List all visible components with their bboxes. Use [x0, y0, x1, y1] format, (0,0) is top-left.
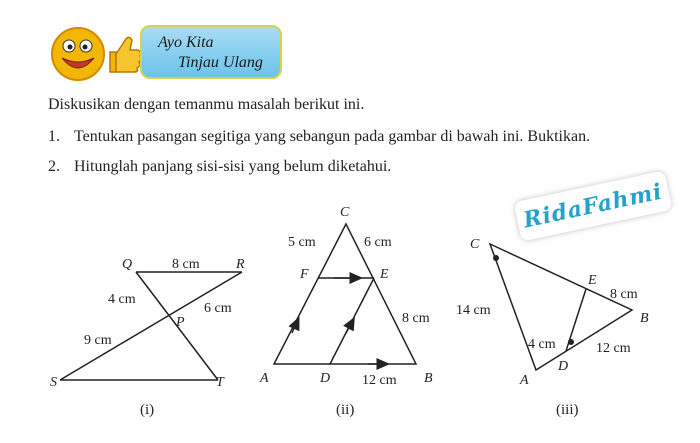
figure-i: [60, 272, 242, 380]
length-qp: 4 cm: [108, 292, 136, 307]
badge-line-2: Tinjau Ulang: [178, 54, 263, 71]
length-eb: 8 cm: [402, 311, 430, 326]
angle-mark-d: [568, 339, 574, 345]
length-ce: 6 cm: [364, 235, 392, 250]
angle-mark-c: [493, 255, 499, 261]
point-label-b: B: [640, 311, 649, 326]
point-label-a: A: [260, 371, 269, 386]
figure-ii-labels: [259, 205, 433, 418]
length-qr: 8 cm: [172, 257, 200, 272]
figure-iii-marks: [493, 255, 574, 345]
task-number: 2.: [48, 158, 60, 175]
point-label-f: F: [300, 267, 309, 282]
caption-ii: (ii): [336, 402, 355, 418]
intro-text: Diskusikan dengan temanmu masalah berikut ini.: [48, 96, 365, 113]
point-label-p: P: [176, 315, 185, 330]
point-label-d: D: [320, 371, 331, 386]
point-label-d: D: [558, 359, 569, 374]
task-number: 1.: [48, 128, 60, 145]
length-db: 12 cm: [362, 373, 397, 388]
point-label-b: B: [424, 371, 433, 386]
point-label-c: C: [470, 237, 480, 252]
point-label-e: E: [380, 267, 389, 282]
figure-iii-labels: [456, 237, 649, 418]
point-label-c: C: [340, 205, 350, 220]
segment-ed: [330, 278, 374, 364]
task-text: Tentukan pasangan segitiga yang sebangun pada gambar di bawah ini. Buktikan.: [74, 128, 591, 145]
length-eb: 8 cm: [610, 287, 638, 302]
caption-i: (i): [140, 402, 155, 418]
watermark-logo: RidaFahmi: [514, 170, 673, 241]
length-ca: 14 cm: [456, 303, 491, 318]
length-db: 12 cm: [596, 341, 631, 356]
parallel-arrow-de: [346, 322, 352, 333]
point-label-s: S: [50, 375, 57, 390]
task-text: Hitunglah panjang sisi-sisi yang belum diketahui.: [74, 158, 392, 175]
point-label-e: E: [588, 273, 597, 288]
length-pr: 6 cm: [204, 301, 232, 316]
point-label-t: T: [216, 375, 224, 390]
length-ad: 4 cm: [528, 337, 556, 352]
point-label-r: R: [236, 257, 245, 272]
figure-i-labels: [50, 257, 245, 418]
point-label-a: A: [520, 373, 529, 388]
caption-iii: (iii): [556, 402, 579, 418]
length-cf: 5 cm: [288, 235, 316, 250]
point-label-q: Q: [122, 257, 133, 272]
length-sp: 9 cm: [84, 333, 112, 348]
badge-line-1: Ayo Kita: [158, 34, 214, 51]
segment-rs: [60, 272, 242, 380]
